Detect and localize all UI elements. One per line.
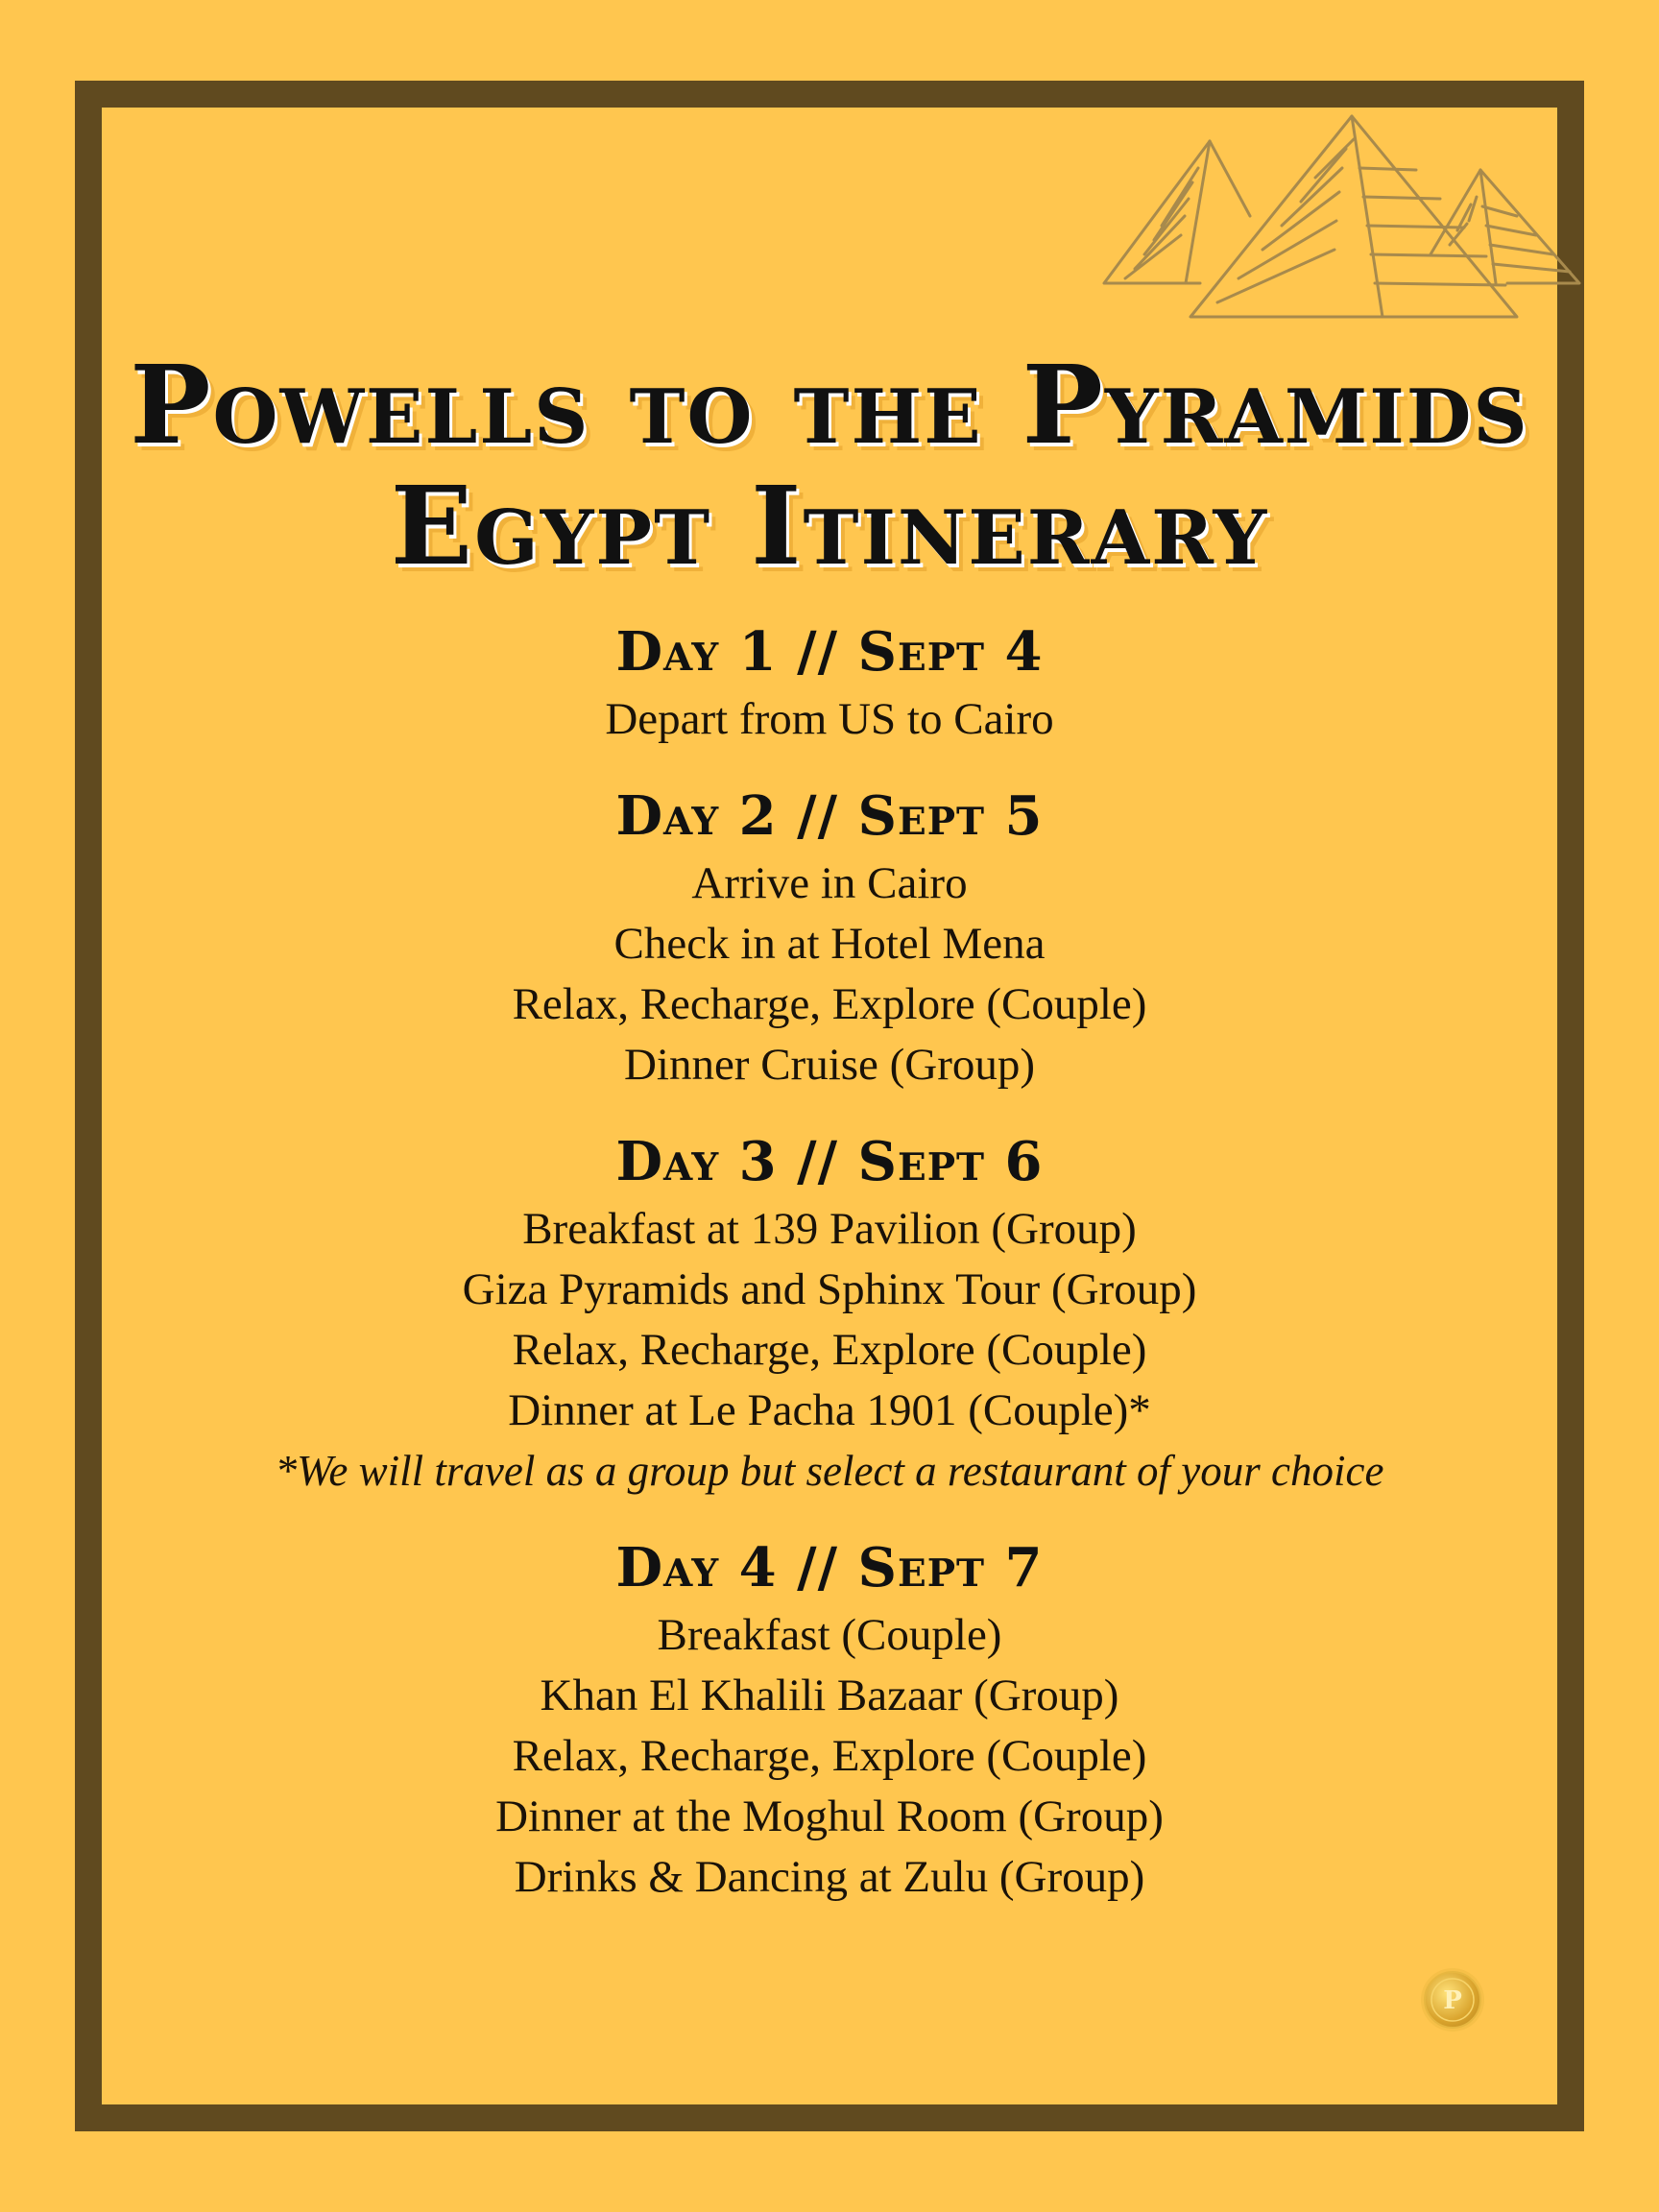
activity-item: Khan El Khalili Bazaar (Group) — [540, 1671, 1119, 1720]
day-heading: Day 3 // Sept 6 — [615, 1130, 1044, 1193]
activity-item: Giza Pyramids and Sphinx Tour (Group) — [462, 1264, 1197, 1314]
activity-item: Relax, Recharge, Explore (Couple) — [512, 979, 1147, 1029]
activity-item: Breakfast (Couple) — [657, 1610, 1002, 1660]
activity-item: Depart from US to Cairo — [605, 694, 1054, 744]
activity-item: Dinner at Le Pacha 1901 (Couple)* — [508, 1385, 1151, 1435]
itinerary-title — [0, 343, 1659, 589]
seal-letter: P — [1443, 1986, 1462, 2015]
activity-item: Arrive in Cairo — [691, 858, 968, 908]
day-3-section — [0, 1124, 1659, 1502]
day-heading: Day 2 // Sept 5 — [615, 784, 1044, 848]
activity-item: Drinks & Dancing at Zulu (Group) — [514, 1852, 1145, 1902]
day-heading: Day 1 // Sept 4 — [615, 620, 1044, 684]
activity-item: Dinner at the Moghul Room (Group) — [495, 1791, 1164, 1841]
day-1-section — [0, 614, 1659, 750]
pyramids-sketch-icon — [1094, 110, 1584, 336]
day-heading: Day 4 // Sept 7 — [615, 1536, 1044, 1599]
restaurant-note: *We will travel as a group but select a restaurant of your choice — [275, 1447, 1384, 1495]
activity-item: Relax, Recharge, Explore (Couple) — [512, 1731, 1147, 1781]
itinerary-list — [0, 614, 1659, 1936]
activity-item: Check in at Hotel Mena — [613, 919, 1046, 969]
day-2-section — [0, 779, 1659, 1095]
title-line-2: Egypt Itinerary — [390, 464, 1269, 589]
title-line-1: Powells to the Pyramids — [130, 343, 1529, 469]
activity-item: Relax, Recharge, Explore (Couple) — [512, 1325, 1147, 1375]
activity-item: Breakfast at 139 Pavilion (Group) — [522, 1204, 1137, 1254]
day-4-section — [0, 1530, 1659, 1908]
gold-seal-logo-icon — [1424, 1971, 1481, 2029]
activity-item: Dinner Cruise (Group) — [623, 1040, 1036, 1090]
